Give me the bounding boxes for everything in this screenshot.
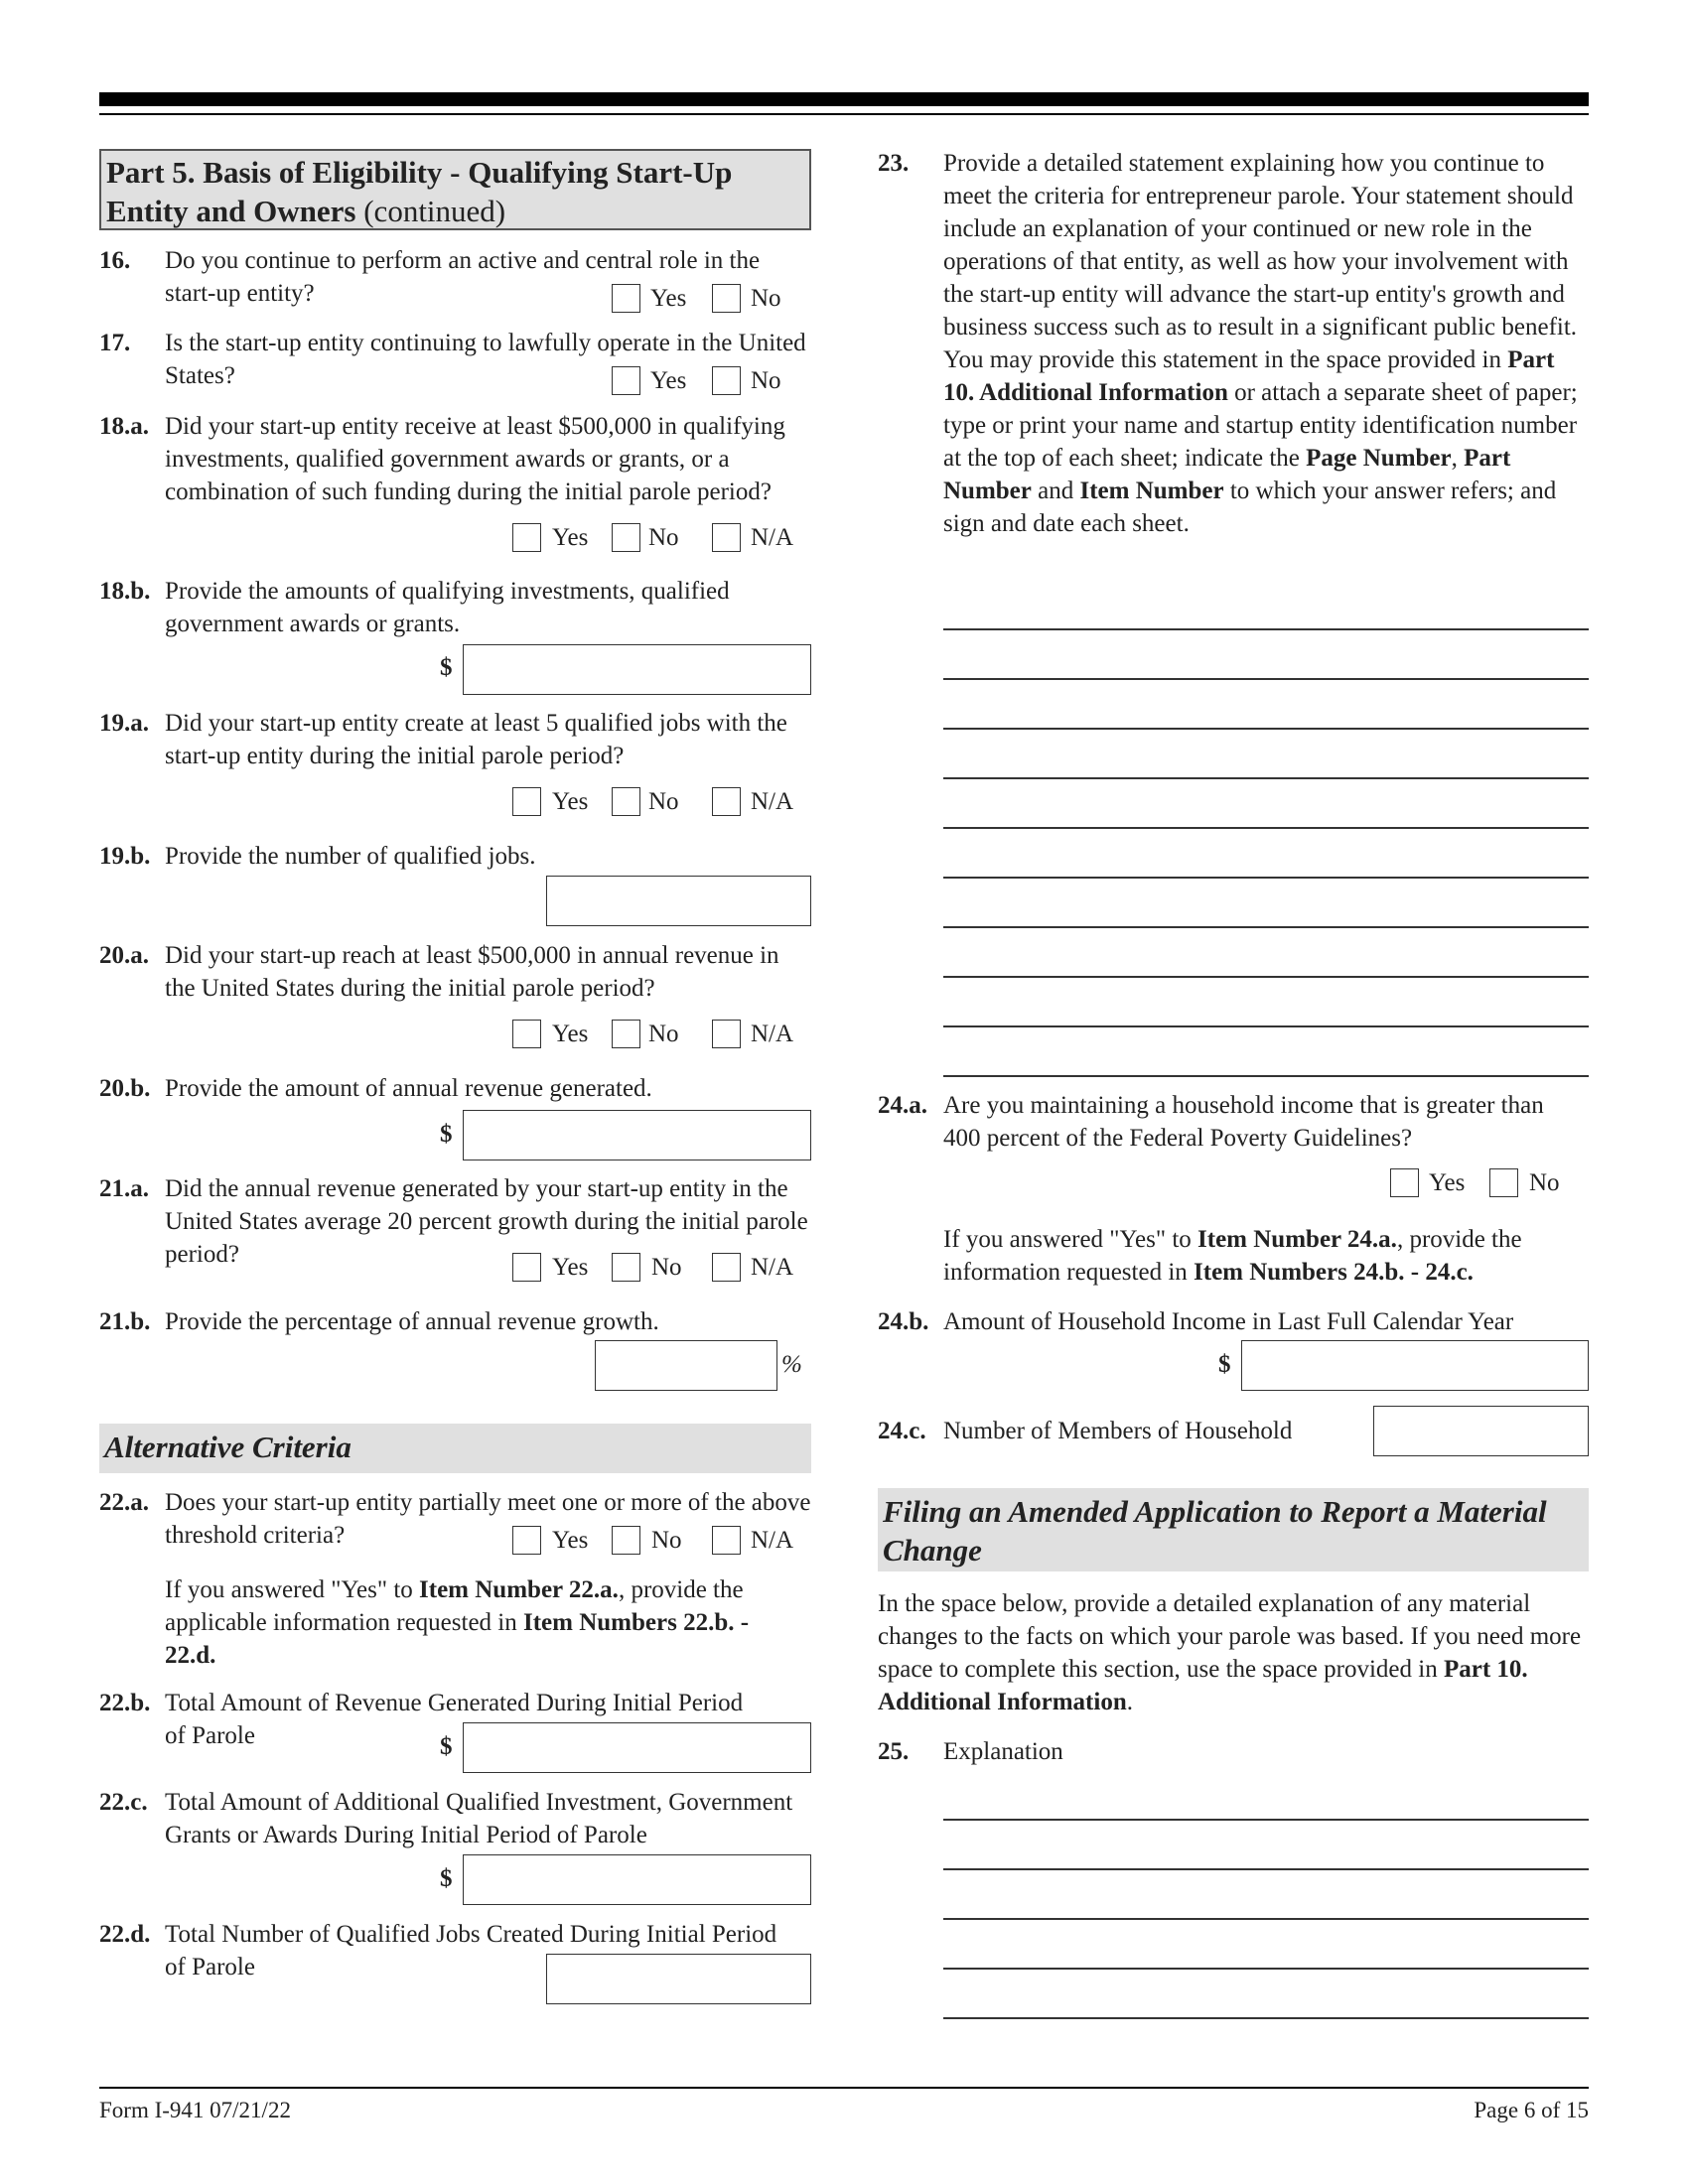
item-number-22a: 22.a.: [99, 1489, 149, 1516]
q22d-jobs-input[interactable]: [546, 1954, 811, 2004]
question-21a: Did the annual revenue generated by your start-up entity in the United States average 20 percent growth during the initial parole period?: [165, 1175, 808, 1268]
q16-no-label: No: [751, 285, 781, 312]
q17-no-checkbox[interactable]: [712, 366, 741, 395]
question-24c: Number of Members of Household: [943, 1418, 1293, 1444]
item-number-24b: 24.b.: [878, 1308, 929, 1335]
amended-application-header: Filing an Amended Application to Report a Material Change: [878, 1488, 1589, 1571]
q25-answer-line[interactable]: [943, 1819, 1589, 1821]
question-19b: Provide the number of qualified jobs.: [165, 843, 536, 870]
q17-yes-label: Yes: [650, 367, 687, 394]
alternative-criteria-header: Alternative Criteria: [99, 1424, 811, 1473]
q22c-dollar-sign: $: [440, 1865, 453, 1892]
q22a-yes-checkbox[interactable]: [512, 1526, 541, 1555]
q16-no-checkbox[interactable]: [712, 284, 741, 313]
q23-answer-line[interactable]: [943, 728, 1589, 730]
q18a-yes-checkbox[interactable]: [512, 523, 541, 552]
q23-answer-line[interactable]: [943, 777, 1589, 779]
q19a-na-checkbox[interactable]: [712, 787, 741, 816]
q20a-na-checkbox[interactable]: [712, 1020, 741, 1048]
q16-yes-label: Yes: [650, 285, 687, 312]
q23-answer-line[interactable]: [943, 628, 1589, 630]
q23-answer-line[interactable]: [943, 976, 1589, 978]
top-rule-thick: [99, 92, 1589, 106]
q18b-amount-input[interactable]: [463, 644, 811, 695]
top-rule-thin: [99, 113, 1589, 115]
q24a-no-label: No: [1529, 1169, 1560, 1196]
question-22b: Total Amount of Revenue Generated During Initial Period of Parole: [165, 1690, 744, 1749]
item-number-17: 17.: [99, 330, 131, 356]
q16-yes-checkbox[interactable]: [612, 284, 640, 313]
q25-answer-line[interactable]: [943, 2017, 1589, 2019]
question-20b: Provide the amount of annual revenue generated.: [165, 1075, 652, 1102]
q20a-no-checkbox[interactable]: [612, 1020, 640, 1048]
q20a-yes-label: Yes: [552, 1021, 589, 1047]
q18a-no-checkbox[interactable]: [612, 523, 640, 552]
question-22c: Total Amount of Additional Qualified Investment, Government Grants or Awards During Initial Period of Parole: [165, 1789, 793, 1848]
q18a-no-label: No: [648, 524, 679, 551]
item-number-16: 16.: [99, 247, 131, 274]
question-22a: Does your start-up entity partially meet one or more of the above threshold criteria?: [165, 1489, 811, 1549]
q24b-dollar-sign: $: [1218, 1351, 1231, 1378]
q22a-yes-label: Yes: [552, 1527, 589, 1554]
item-number-19a: 19.a.: [99, 710, 149, 737]
q20a-yes-checkbox[interactable]: [512, 1020, 541, 1048]
q24a-yes-label: Yes: [1429, 1169, 1466, 1196]
q22a-na-checkbox[interactable]: [712, 1526, 741, 1555]
item-number-22d: 22.d.: [99, 1921, 151, 1948]
q21a-yes-label: Yes: [552, 1254, 589, 1281]
q18a-yes-label: Yes: [552, 524, 589, 551]
q23-answer-line[interactable]: [943, 827, 1589, 829]
q19a-yes-checkbox[interactable]: [512, 787, 541, 816]
q23-answer-line[interactable]: [943, 678, 1589, 680]
q23-answer-line[interactable]: [943, 1025, 1589, 1027]
item-number-22b: 22.b.: [99, 1690, 151, 1716]
q19a-no-checkbox[interactable]: [612, 787, 640, 816]
item-number-21b: 21.b.: [99, 1308, 151, 1335]
q19a-na-label: N/A: [751, 788, 794, 815]
q19a-yes-label: Yes: [552, 788, 589, 815]
part-5-header: Part 5. Basis of Eligibility - Qualifying Start-Up Entity and Owners (continued): [99, 149, 811, 230]
q22a-instruction: If you answered "Yes" to Item Number 22.a., provide the applicable information requested in Item Numbers 22.b. - 22.d.: [165, 1576, 750, 1669]
q18a-na-label: N/A: [751, 524, 794, 551]
question-22d: Total Number of Qualified Jobs Created During Initial Period of Parole: [165, 1921, 777, 1980]
page-number: Page 6 of 15: [1474, 2098, 1589, 2122]
q20b-revenue-input[interactable]: [463, 1110, 811, 1160]
q20b-dollar-sign: $: [440, 1121, 453, 1148]
q21a-na-checkbox[interactable]: [712, 1253, 741, 1282]
q19a-no-label: No: [648, 788, 679, 815]
q25-answer-line[interactable]: [943, 1868, 1589, 1870]
item-number-20b: 20.b.: [99, 1075, 151, 1102]
question-18b: Provide the amounts of qualifying investments, qualified government awards or grants.: [165, 578, 730, 637]
q24a-no-checkbox[interactable]: [1489, 1168, 1518, 1197]
item-number-24c: 24.c.: [878, 1418, 926, 1444]
question-20a: Did your start-up reach at least $500,000 in annual revenue in the United States during the initial parole period?: [165, 942, 779, 1002]
question-24b: Amount of Household Income in Last Full Calendar Year: [943, 1308, 1514, 1335]
footer-rule: [99, 2087, 1589, 2089]
question-24a: Are you maintaining a household income that is greater than 400 percent of the Federal Poverty Guidelines?: [943, 1092, 1544, 1152]
q24c-members-input[interactable]: [1373, 1406, 1589, 1456]
item-number-21a: 21.a.: [99, 1175, 149, 1202]
q21b-percentage-input[interactable]: [595, 1340, 777, 1391]
amended-application-instructions: In the space below, provide a detailed explanation of any material changes to the facts on which your parole was based. If you need more space to complete this section, use the space provided in Part 10. Additional Information.: [878, 1590, 1582, 1715]
q19b-jobs-input[interactable]: [546, 876, 811, 926]
q22b-revenue-input[interactable]: [463, 1722, 811, 1773]
q25-answer-line[interactable]: [943, 1918, 1589, 1920]
q25-answer-line[interactable]: [943, 1968, 1589, 1970]
question-17: Is the start-up entity continuing to lawfully operate in the United States?: [165, 330, 806, 389]
q20a-no-label: No: [648, 1021, 679, 1047]
q23-answer-line[interactable]: [943, 877, 1589, 879]
q20a-na-label: N/A: [751, 1021, 794, 1047]
q22a-no-checkbox[interactable]: [612, 1526, 640, 1555]
q21a-yes-checkbox[interactable]: [512, 1253, 541, 1282]
item-number-18a: 18.a.: [99, 413, 149, 440]
item-number-18b: 18.b.: [99, 578, 151, 605]
item-number-23: 23.: [878, 150, 910, 177]
q22b-dollar-sign: $: [440, 1733, 453, 1760]
question-21b: Provide the percentage of annual revenue growth.: [165, 1308, 659, 1335]
item-number-25: 25.: [878, 1738, 910, 1765]
question-16: Do you continue to perform an active and central role in the start-up entity?: [165, 247, 761, 307]
q22c-investment-input[interactable]: [463, 1854, 811, 1905]
item-number-19b: 19.b.: [99, 843, 151, 870]
q21a-no-checkbox[interactable]: [612, 1253, 640, 1282]
question-25: Explanation: [943, 1738, 1063, 1765]
q24a-instruction: If you answered "Yes" to Item Number 24.a., provide the information requested in Item Numbers 24.b. - 24.c.: [943, 1226, 1522, 1286]
q23-answer-line[interactable]: [943, 926, 1589, 928]
question-18a: Did your start-up entity receive at least $500,000 in qualifying investments, qualified government awards or grants, or a combination of such funding during the initial parole period?: [165, 413, 785, 505]
question-19a: Did your start-up entity create at least 5 qualified jobs with the start-up entity during the initial parole period?: [165, 710, 787, 769]
q23-answer-line[interactable]: [943, 1075, 1589, 1077]
q21a-na-label: N/A: [751, 1254, 794, 1281]
item-number-22c: 22.c.: [99, 1789, 148, 1816]
question-23: Provide a detailed statement explaining how you continue to meet the criteria for entrepreneur parole. Your statement should include an explanation of your continued or new role in the operations of that entity, as well as how your involvement with the start-up entity will advance the start-up entity's growth and business success such as to result in a significant public benefit. You may provide this statement in the space provided in Part 10. Additional Information or attach a separate sheet of paper; type or print your name and startup entity identification number at the top of each sheet; indicate the Page Number, Part Number and Item Number to which your answer refers; and sign and date each sheet.: [943, 150, 1578, 537]
q17-yes-checkbox[interactable]: [612, 366, 640, 395]
q18a-na-checkbox[interactable]: [712, 523, 741, 552]
q22a-no-label: No: [651, 1527, 682, 1554]
item-number-24a: 24.a.: [878, 1092, 927, 1119]
q24a-yes-checkbox[interactable]: [1390, 1168, 1419, 1197]
q21b-percent-sign: %: [781, 1351, 802, 1378]
q17-no-label: No: [751, 367, 781, 394]
q24b-income-input[interactable]: [1241, 1340, 1589, 1391]
item-number-20a: 20.a.: [99, 942, 149, 969]
form-identifier: Form I-941 07/21/22: [99, 2098, 291, 2122]
q22a-na-label: N/A: [751, 1527, 794, 1554]
q21a-no-label: No: [651, 1254, 682, 1281]
q18b-dollar-sign: $: [440, 654, 453, 681]
